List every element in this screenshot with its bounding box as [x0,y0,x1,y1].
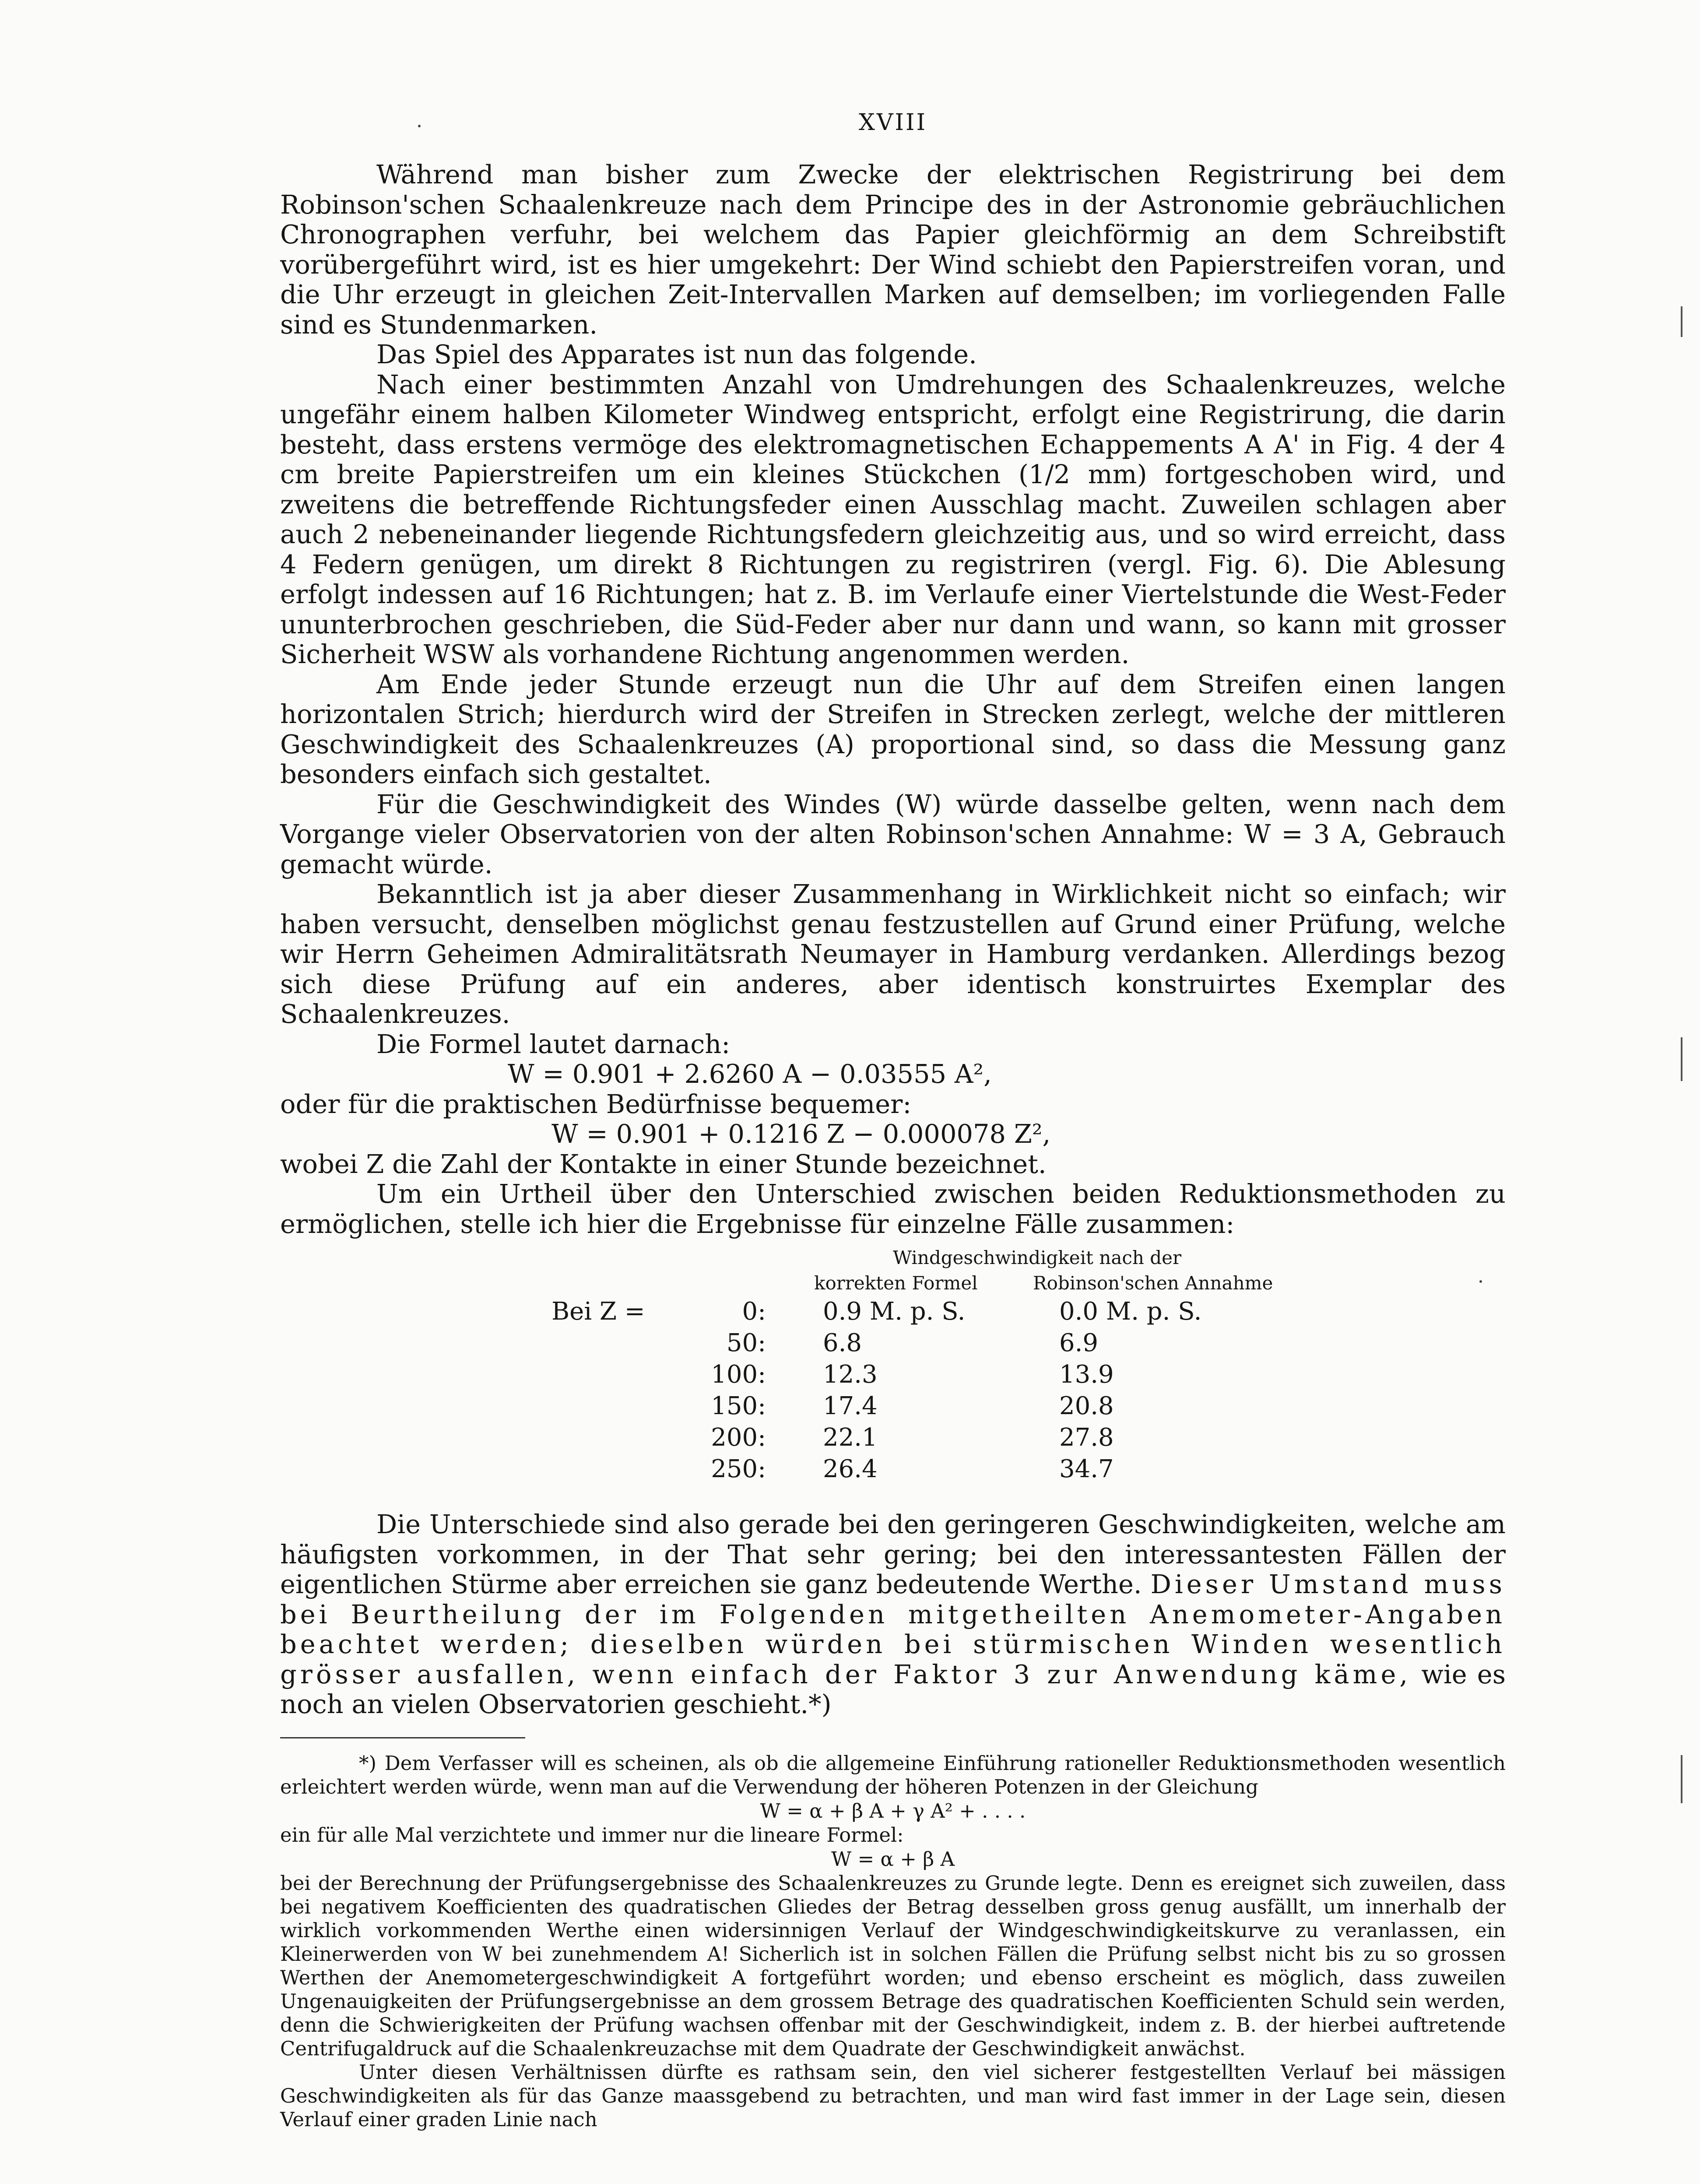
cell-z: 250: [711,1455,766,1483]
paragraph: Um ein Urtheil über den Unterschied zwischen beiden Reduktionsmethoden zu ermöglichen, stelle ich hier die Ergebnisse für einzelne Fälle zusammen: [280,1179,1506,1239]
main-text [280,160,1506,1239]
cell-z: 150: [711,1392,766,1420]
paragraph: oder für die praktischen Bedürfnisse bequemer: [280,1088,912,1119]
footnote-divider [280,1737,525,1738]
table-row [280,1455,1506,1486]
table-header-group: Windgeschwindigkeit nach der [893,1247,1182,1268]
paragraph: Bekanntlich ist ja aber dieser Zusammenhang in Wirklichkeit nicht so einfach; wir haben versucht, denselben möglichst genau festzustellen auf Grund einer Prüfung, welche wir Herrn Geheimen Admiralitätsrath Neumayer in Hamburg verdanken. Allerdings bezog sich diese Prüfung auf ein anderes, aber identisch konstruirtes Exemplar des Schaalenkreuzes. [280,879,1506,1029]
paragraph: Nach einer bestimmten Anzahl von Umdrehungen des Schaalenkreuzes, welche ungefähr einem halben Kilometer Windweg entspricht, erfolgt eine Registrirung, die darin besteht, dass erstens vermöge des elektromagnetischen Echappements A A' in Fig. 4 der 4 cm breite Papierstreifen um ein kleines Stückchen (1/2 mm) fortgeschoben wird, und zweitens die betreffende Richtungsfeder einen Ausschlag macht. Zuweilen schlagen aber auch 2 nebeneinander liegende Richtungsfedern gleichzeitig aus, und so wird erreicht, dass 4 Federn genügen, um direkt 8 Richtungen zu registriren (vergl. Fig. 6). Die Ablesung erfolgt indessen auf 16 Richtungen; hat z. B. im Verlaufe einer Viertelstunde die West-Feder ununterbrochen geschrieben, die Süd-Feder aber nur dann und wann, so kann mit grosser Sicherheit WSW als vorhandene Richtung angenommen werden. [280,369,1506,669]
results-table [280,1247,1506,1492]
table-row [280,1423,1506,1455]
paragraph: Die Formel lautet darnach: [376,1029,731,1059]
document-page [280,109,1506,2131]
cell-z: 100: [711,1360,766,1389]
paragraph: Das Spiel des Apparates ist nun das folgende. [376,339,977,369]
footnote-formula: W = α + β A + γ A² + . . . . [760,1799,1026,1822]
table-row [280,1297,1506,1329]
cell-correct: 26.4 [823,1455,878,1483]
page-number: XVIII [858,109,927,136]
cell-robinson: 13.9 [1059,1360,1114,1389]
cell-robinson: 34.7 [1059,1455,1114,1483]
margin-line-mark [1681,1037,1682,1081]
cell-robinson: 20.8 [1059,1392,1114,1420]
cell-z: 50: [726,1329,766,1357]
paragraph [280,1510,1506,1720]
row-label: Bei Z = [551,1297,645,1326]
cell-z: 200: [711,1423,766,1452]
table-header-robinson: Robinson'schen Annahme [1033,1272,1273,1294]
margin-line-mark [1681,306,1682,337]
paragraph: Am Ende jeder Stunde erzeugt nun die Uhr auf dem Streifen einen langen horizontalen Strich; hierdurch wird der Streifen in Strecken zerlegt, welche der mittleren Geschwindigkeit des Schaalenkreuzes (A) proportional sind, so dass die Messung ganz besonders einfach sich gestaltet. [280,669,1506,789]
paragraph: wobei Z die Zahl der Kontakte in einer Stunde bezeichnet. [280,1148,1047,1179]
cell-correct: 17.4 [823,1392,878,1420]
footnote-text: Unter diesen Verhältnissen dürfte es rathsam sein, den viel sicherer festgestellten Verlauf bei mässigen Geschwindigkeiten als für das Ganze maassgebend zu betrachten, und man wird fast immer in der Lage sein, diesen Verlauf einer graden Linie nach [280,2060,1506,2131]
table-row [280,1329,1506,1360]
cell-robinson: 27.8 [1059,1423,1114,1452]
formula: W = 0.901 + 2.6260 A − 0.03555 A², [508,1059,992,1089]
cell-z: 0: [742,1297,766,1326]
footnote-text: bei der Berechnung der Prüfungsergebnisse des Schaalenkreuzes zu Grunde legte. Denn es ereignet sich zuweilen, dass bei negativem Koefficienten des quadratischen Gliedes der Betrag desselben gross genug ausfällt, um innerhalb der wirklich vorkommenden Werthe einen widersinnigen Verlauf der Windgeschwindigkeitskurve zu veranlassen, ein Kleinerwerden von W bei zunehmendem A! Sicherlich ist in solchen Fällen die Prüfung selbst nicht bis zu so grossen Werthen der Anemometergeschwindigkeit A fortgeführt worden; und ebenso erscheint es möglich, dass zuweilen Ungenauigkeiten der Prüfungsergebnisse an dem grossem Betrage des quadratischen Koefficienten Schuld sein werden, denn die Schwierigkeiten der Prüfung wachsen offenbar mit der Geschwindigkeit, indem z. B. der hierbei auftretende Centrifugaldruck auf die Schaalenkreuzachse mit dem Quadrate der Geschwindigkeit anwächst. [280,1871,1506,2060]
footnote-text: *) Dem Verfasser will es scheinen, als ob die allgemeine Einführung rationeller Reduktionsmethoden wesentlich erleichtert werden würde, wenn man auf die Verwendung der höheren Potenzen in der Gleichung [280,1751,1506,1798]
paragraph: Für die Geschwindigkeit des Windes (W) würde dasselbe gelten, wenn nach dem Vorgange vieler Observatorien von der alten Robinson'schen Annahme: W = 3 A, Gebrauch gemacht würde. [280,789,1506,879]
main-text-continued [280,1510,1506,1720]
cell-robinson: 6.9 [1059,1329,1099,1357]
cell-correct: 12.3 [823,1360,878,1389]
cell-correct: 6.8 [823,1329,862,1357]
footnote-formula: W = α + β A [831,1847,955,1871]
footnote-text: ein für alle Mal verzichtete und immer nur die lineare Formel: [280,1823,904,1847]
cell-correct: 0.9 M. p. S. [823,1297,966,1326]
footnote [280,1752,1506,2131]
margin-line-mark [1681,1755,1682,1803]
formula: W = 0.901 + 0.1216 Z − 0.000078 Z², [551,1119,1051,1149]
paragraph-text: wie es noch an vielen Observatorien geschieht.*) [280,1659,1506,1719]
table-header-correct: korrekten Formel [814,1272,978,1294]
table-row [280,1360,1506,1392]
paragraph: Während man bisher zum Zwecke der elektrischen Registrirung bei dem Robinson'schen Schaalenkreuze nach dem Principe des in der Astronomie gebräuchlichen Chronographen verfuhr, bei welchem das Papier gleichförmig an dem Schreibstift vorübergeführt wird, ist es hier umgekehrt: Der Wind schiebt den Papierstreifen voran, und die Uhr erzeugt in gleichen Zeit-Intervallen Marken auf demselben; im vorliegenden Falle sind es Stundenmarken. [280,159,1506,340]
cell-correct: 22.1 [823,1423,878,1452]
paragraph-text: Die Unterschiede sind also gerade bei den geringeren Geschwindigkeiten, welche am häufigsten vorkommen, in der That sehr gering; bei den interessantesten Fällen der eigentlichen Stürme aber erreichen sie ganz bedeutende Werthe. [280,1509,1506,1599]
table-row [280,1392,1506,1423]
spaced-text: Dieser Umstand muss bei Beurtheilung der im Folgenden mitgetheilten Anemometer-Angaben beachtet werden; dieselben würden bei stürmischen Winden wesentlich grösser ausfallen, wenn einfach der Faktor 3 zur Anwendung käme, [280,1569,1506,1689]
cell-robinson: 0.0 M. p. S. [1059,1297,1202,1326]
